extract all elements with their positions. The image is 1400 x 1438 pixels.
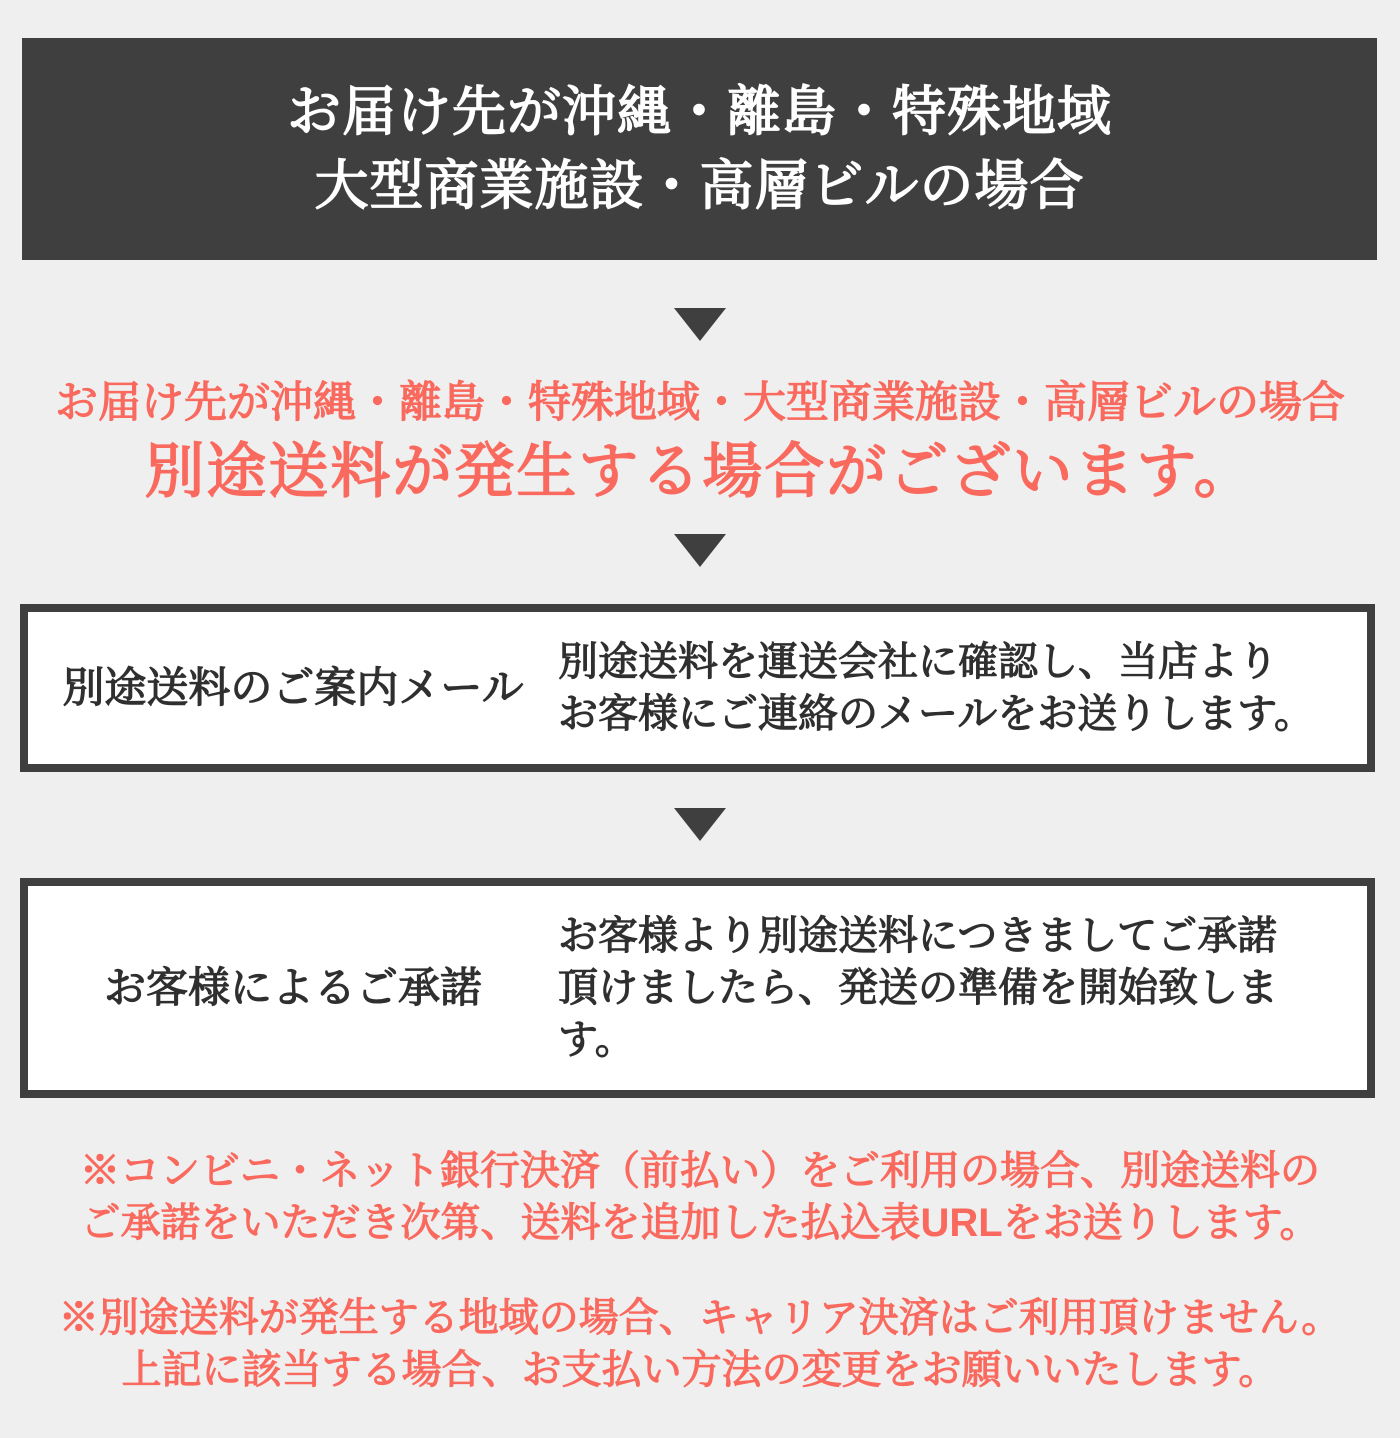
- note-line-1: ※別途送料が発生する地域の場合、キャリア決済はご利用頂けません。: [58, 1296, 1342, 1341]
- down-arrow-icon: [674, 534, 726, 567]
- lead-line-1: お届け先が沖縄・離島・特殊地域・大型商業施設・高層ビルの場合: [55, 379, 1345, 427]
- header-line-1: お届け先が沖縄・離島・特殊地域: [287, 82, 1112, 142]
- step-box-notice-mail: [20, 604, 1375, 772]
- lead-line-2: 別途送料が発生する場合がございます。: [144, 438, 1256, 506]
- step-desc-line-2: お客様にご連絡のメールをお送りします。: [558, 692, 1314, 737]
- step-description-customer-approval: [558, 886, 1367, 1090]
- lead-text: [0, 379, 1400, 506]
- header-banner: [22, 38, 1377, 260]
- step-box-customer-approval: [20, 878, 1375, 1098]
- notes-section: [0, 1145, 1400, 1396]
- step-title-notice-mail: 別途送料のご案内メール: [62, 663, 524, 711]
- note-carrier-payment: [0, 1292, 1400, 1396]
- down-arrow-icon: [674, 308, 726, 341]
- note-prepaid-payment: [0, 1145, 1400, 1249]
- note-line-2: 上記に該当する場合、お支払い方法の変更をお願いいたします。: [121, 1348, 1279, 1393]
- note-line-2: ご承諾をいただき次第、送料を追加した払込表URLをお送りします。: [80, 1201, 1320, 1246]
- shipping-notice-page: [0, 38, 1400, 1438]
- step-title-customer-approval: お客様によるご承諾: [103, 963, 482, 1011]
- note-line-1: ※コンビニ・ネット銀行決済（前払い）をご利用の場合、別途送料の: [80, 1149, 1320, 1194]
- step-desc-line-2: 頂けましたら、発送の準備を開始致します。: [558, 966, 1278, 1063]
- step-description-notice-mail: [558, 612, 1367, 764]
- step-desc-line-1: お客様より別途送料につきましてご承諾: [558, 914, 1278, 959]
- step-desc-line-1: 別途送料を運送会社に確認し、当店より: [558, 640, 1278, 685]
- down-arrow-icon: [674, 808, 726, 841]
- header-line-2: 大型商業施設・高層ビルの場合: [314, 156, 1085, 216]
